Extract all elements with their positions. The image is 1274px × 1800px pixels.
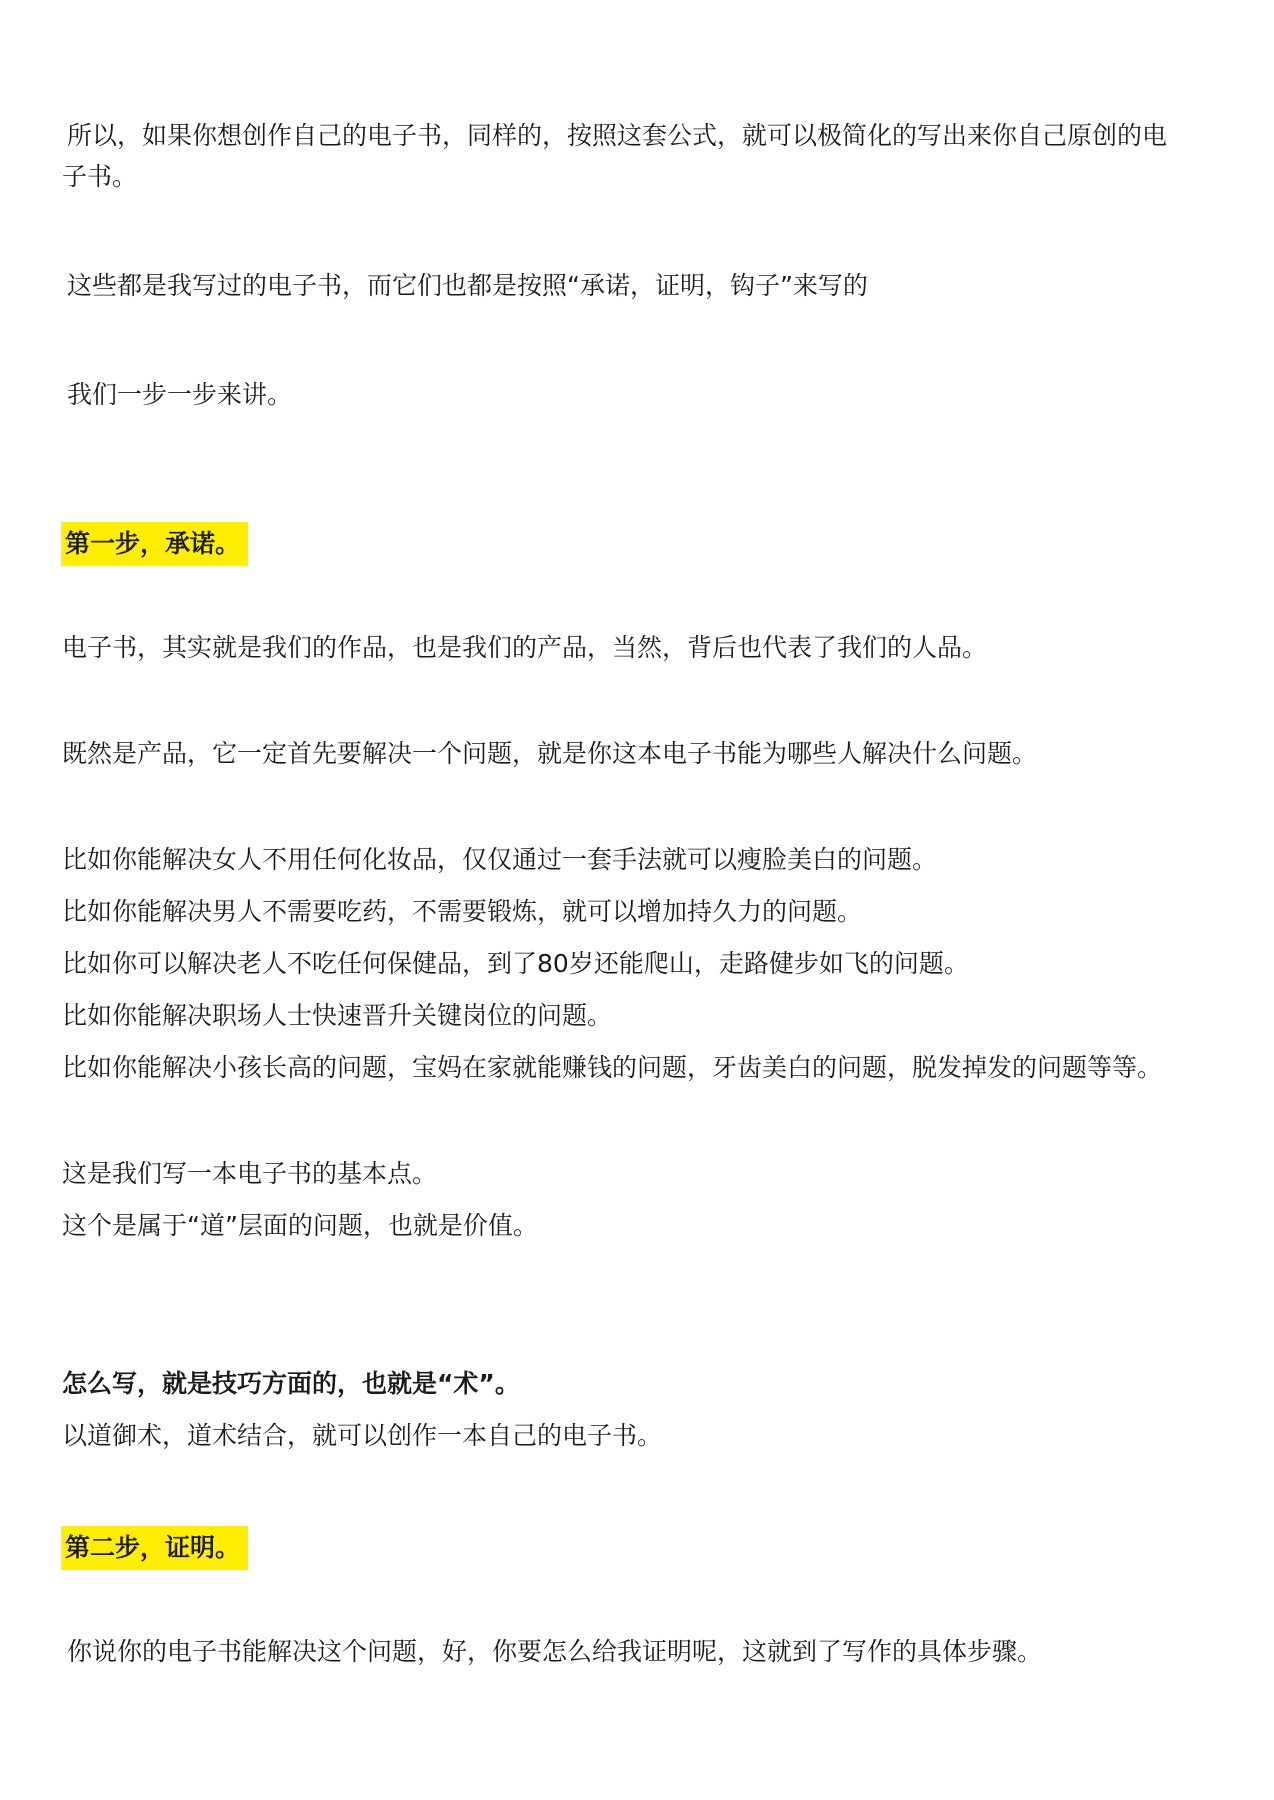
example-item: 比如你能解决职场人士快速晋升关键岗位的问题。 (62, 1001, 613, 1030)
step1-heading: 第一步，承诺。 (61, 522, 248, 566)
example-item: 比如你能解决男人不需要吃药，不需要锻炼，就可以增加持久力的问题。 (62, 897, 863, 926)
step1-paragraph-2: 既然是产品，它一定首先要解决一个问题，就是你这本电子书能为哪些人解决什么问题。 (62, 739, 1038, 768)
intro-paragraph-line-1: 所以，如果你想创作自己的电子书，同样的，按照这套公式，就可以极简化的写出来你自己原创的电 (67, 121, 1168, 150)
step1-bold-paragraph: 怎么写，就是技巧方面的，也就是“术”。 (62, 1369, 520, 1398)
example-item: 比如你能解决小孩长高的问题，宝妈在家就能赚钱的问题，牙齿美白的问题，脱发掉发的问题等等。 (62, 1053, 1163, 1082)
step2-paragraph-1: 你说你的电子书能解决这个问题，好，你要怎么给我证明呢，这就到了写作的具体步骤。 (67, 1637, 1043, 1666)
step1-paragraph-4: 这个是属于“道”层面的问题，也就是价值。 (62, 1211, 538, 1240)
step1-paragraph-3: 这是我们写一本电子书的基本点。 (62, 1159, 438, 1188)
example-item: 比如你可以解决老人不吃任何保健品，到了80岁还能爬山，走路健步如飞的问题。 (62, 949, 969, 978)
intro-paragraph-line-2: 子书。 (62, 162, 138, 191)
step1-paragraph-6: 以道御术，道术结合，就可以创作一本自己的电子书。 (62, 1421, 663, 1450)
step1-paragraph-1: 电子书，其实就是我们的作品，也是我们的产品，当然，背后也代表了我们的人品。 (62, 633, 988, 662)
example-item: 比如你能解决女人不用任何化妆品，仅仅通过一套手法就可以瘦脸美白的问题。 (62, 845, 938, 874)
intro-ebooks-note: 这些都是我写过的电子书，而它们也都是按照“承诺，证明，钩子”来写的 (67, 271, 868, 300)
step2-heading: 第二步，证明。 (61, 1526, 248, 1570)
intro-step-by-step: 我们一步一步来讲。 (67, 380, 293, 409)
